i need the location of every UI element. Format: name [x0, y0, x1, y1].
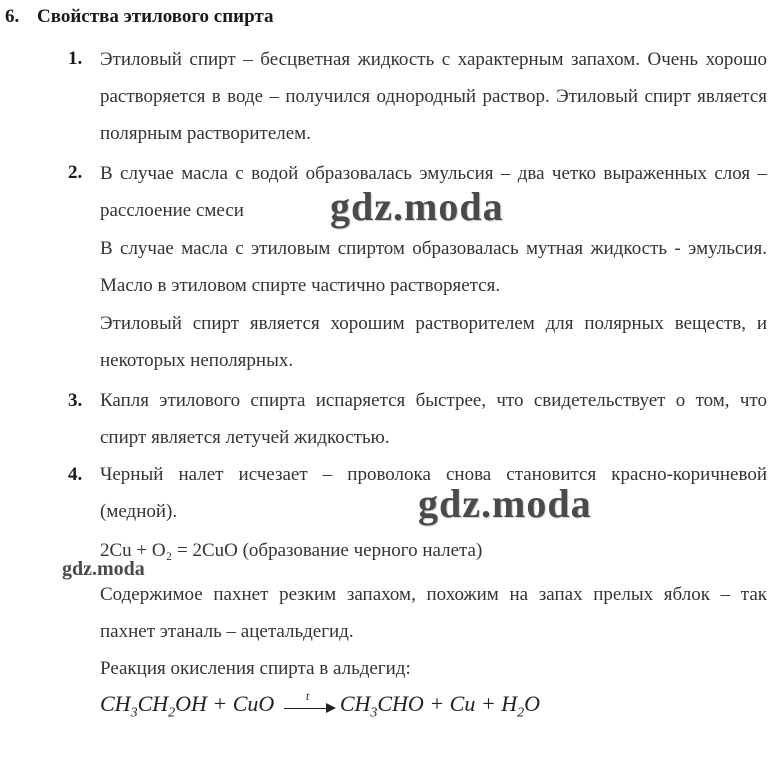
item-number-4: 4.: [68, 464, 83, 485]
item-4-reaction-line: 2Cu + O₂ = 2CuO (образование черного налета): [100, 540, 483, 561]
item-4-paragraph-3: Реакция окисления спирта в альдегид:: [100, 658, 411, 679]
eq-lhs-sub-2: 2: [168, 705, 176, 721]
reaction-arrow-icon: [284, 688, 336, 717]
item-3-paragraph: Капля этилового спирта испаряется быстрее, что свидетельствует о том, что спирт является летучей жидкостью.: [100, 390, 767, 448]
item-2-paragraph-1: В случае масла с водой образовалась эмульсия – два четко выраженных слоя – расслоение смеси: [100, 163, 767, 221]
eq-lhs-part-1: CH: [100, 691, 131, 716]
item-number-2: 2.: [68, 162, 83, 183]
item-1-paragraph: Этиловый спирт – бесцветная жидкость с характерным запахом. Очень хорошо растворяется в воде – получился однородный раствор. Этиловый спирт является полярным растворителем.: [100, 49, 767, 144]
eq-lhs-part-2: CH: [137, 691, 169, 716]
item-2-paragraph-3: Этиловый спирт является хорошим растворителем для полярных веществ, и некоторых неполярных.: [100, 313, 767, 371]
item-2-paragraph-2: В случае масла с этиловым спиртом образовалась мутная жидкость - эмульсия. Масло в этиловом спирте частично растворяется.: [100, 238, 767, 296]
section-title: Свойства этилового спирта: [37, 6, 274, 27]
section-heading: [5, 6, 274, 28]
eq-lhs-part-3: OH + CuO: [175, 691, 275, 716]
item-4-paragraph-1: Черный налет исчезает – проволока снова становится красно-коричневой (медной).: [100, 464, 767, 522]
section-number: 6.: [5, 6, 20, 27]
oxidation-equation: [100, 688, 540, 721]
watermark-1: gdz.moda: [330, 184, 504, 229]
eq-rhs-part-2: CHO + Cu + H: [377, 691, 518, 716]
watermark-3: gdz.moda: [62, 558, 145, 580]
item-number-1: 1.: [68, 48, 83, 69]
eq-rhs-sub-2: 2: [517, 705, 525, 721]
eq-rhs-sub-1: 3: [370, 705, 378, 721]
eq-rhs-part-3: O: [524, 691, 540, 716]
eq-lhs-sub-1: 3: [130, 705, 138, 721]
watermark-2: gdz.moda: [418, 481, 592, 526]
arrow-condition-label: t: [305, 688, 310, 703]
eq-rhs-part-1: CH: [339, 691, 371, 716]
item-number-3: 3.: [68, 390, 83, 411]
item-4-paragraph-2: Содержимое пахнет резким запахом, похожим на запах прелых яблок – так пахнет этаналь – ацетальдегид.: [100, 584, 767, 642]
